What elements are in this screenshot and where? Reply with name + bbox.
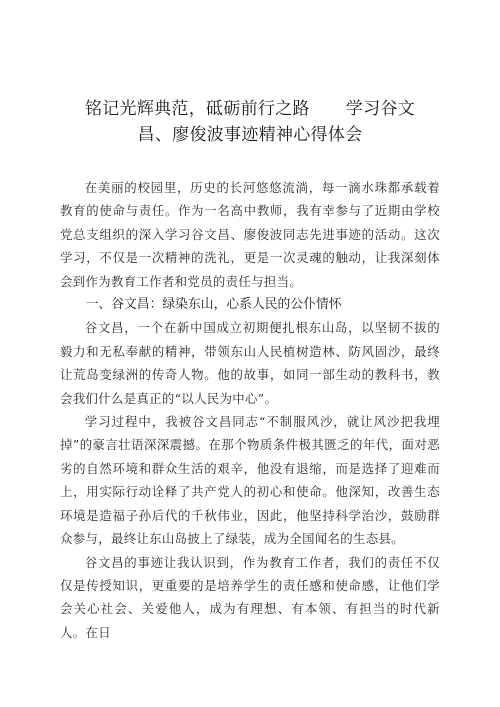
document-title [60,96,440,148]
section1-paragraph-1: 谷文昌，一个在新中国成立初期便扎根东山岛，以坚韧不拔的毅力和无私奉献的精神，带领东山人民植树造林、防风固沙，最终让荒岛变绿洲的传奇人物。他的故事，如同一部生动的教科书，教会我们什么是真正的“以人民为中心”。 [60,320,440,406]
title-line-2: 昌、廖俊波事迹精神心得体会 [137,125,363,145]
title-part-2: 学习谷文 [345,99,416,119]
section1-paragraph-3: 谷文昌的事迹让我认识到，作为教育工作者，我们的责任不仅仅是传授知识，更重要的是培养学生的责任感和使命感，让他们学会关心社会、关爱他人，成为有理想、有本领、有担当的时代新人。在日 [60,554,440,640]
intro-paragraph: 在美丽的校园里，历史的长河悠悠流淌，每一滴水珠都承载着教育的使命与责任。作为一名高中教师，我有幸参与了近期由学校党总支组织的深入学习谷文昌、廖俊波同志先进事迹的活动。这次学习，不仅是一次精神的洗礼，更是一次灵魂的触动，让我深刻体会到作为教育工作者和党员的责任与担当。 [60,180,440,289]
title-part-1: 铭记光辉典范，砥砺前行之路 [84,99,310,119]
section1-paragraph-2: 学习过程中，我被谷文昌同志“不制服风沙，就让风沙把我埋掉”的豪言壮语深深震撼。在那个物质条件极其匮乏的年代，面对恶劣的自然环境和群众生活的艰辛，他没有退缩，而是选择了迎难而上，用实际行动诠释了共产党人的初心和使命。他深知，改善生态环境是造福子孙后代的千秋伟业，因此，他坚持科学治沙，鼓励群众参与，最终让东山岛披上了绿装，成为全国闻名的生态县。 [60,414,440,547]
section-heading-1: 一、谷文昌：绿染东山，心系人民的公仆情怀 [85,297,342,313]
